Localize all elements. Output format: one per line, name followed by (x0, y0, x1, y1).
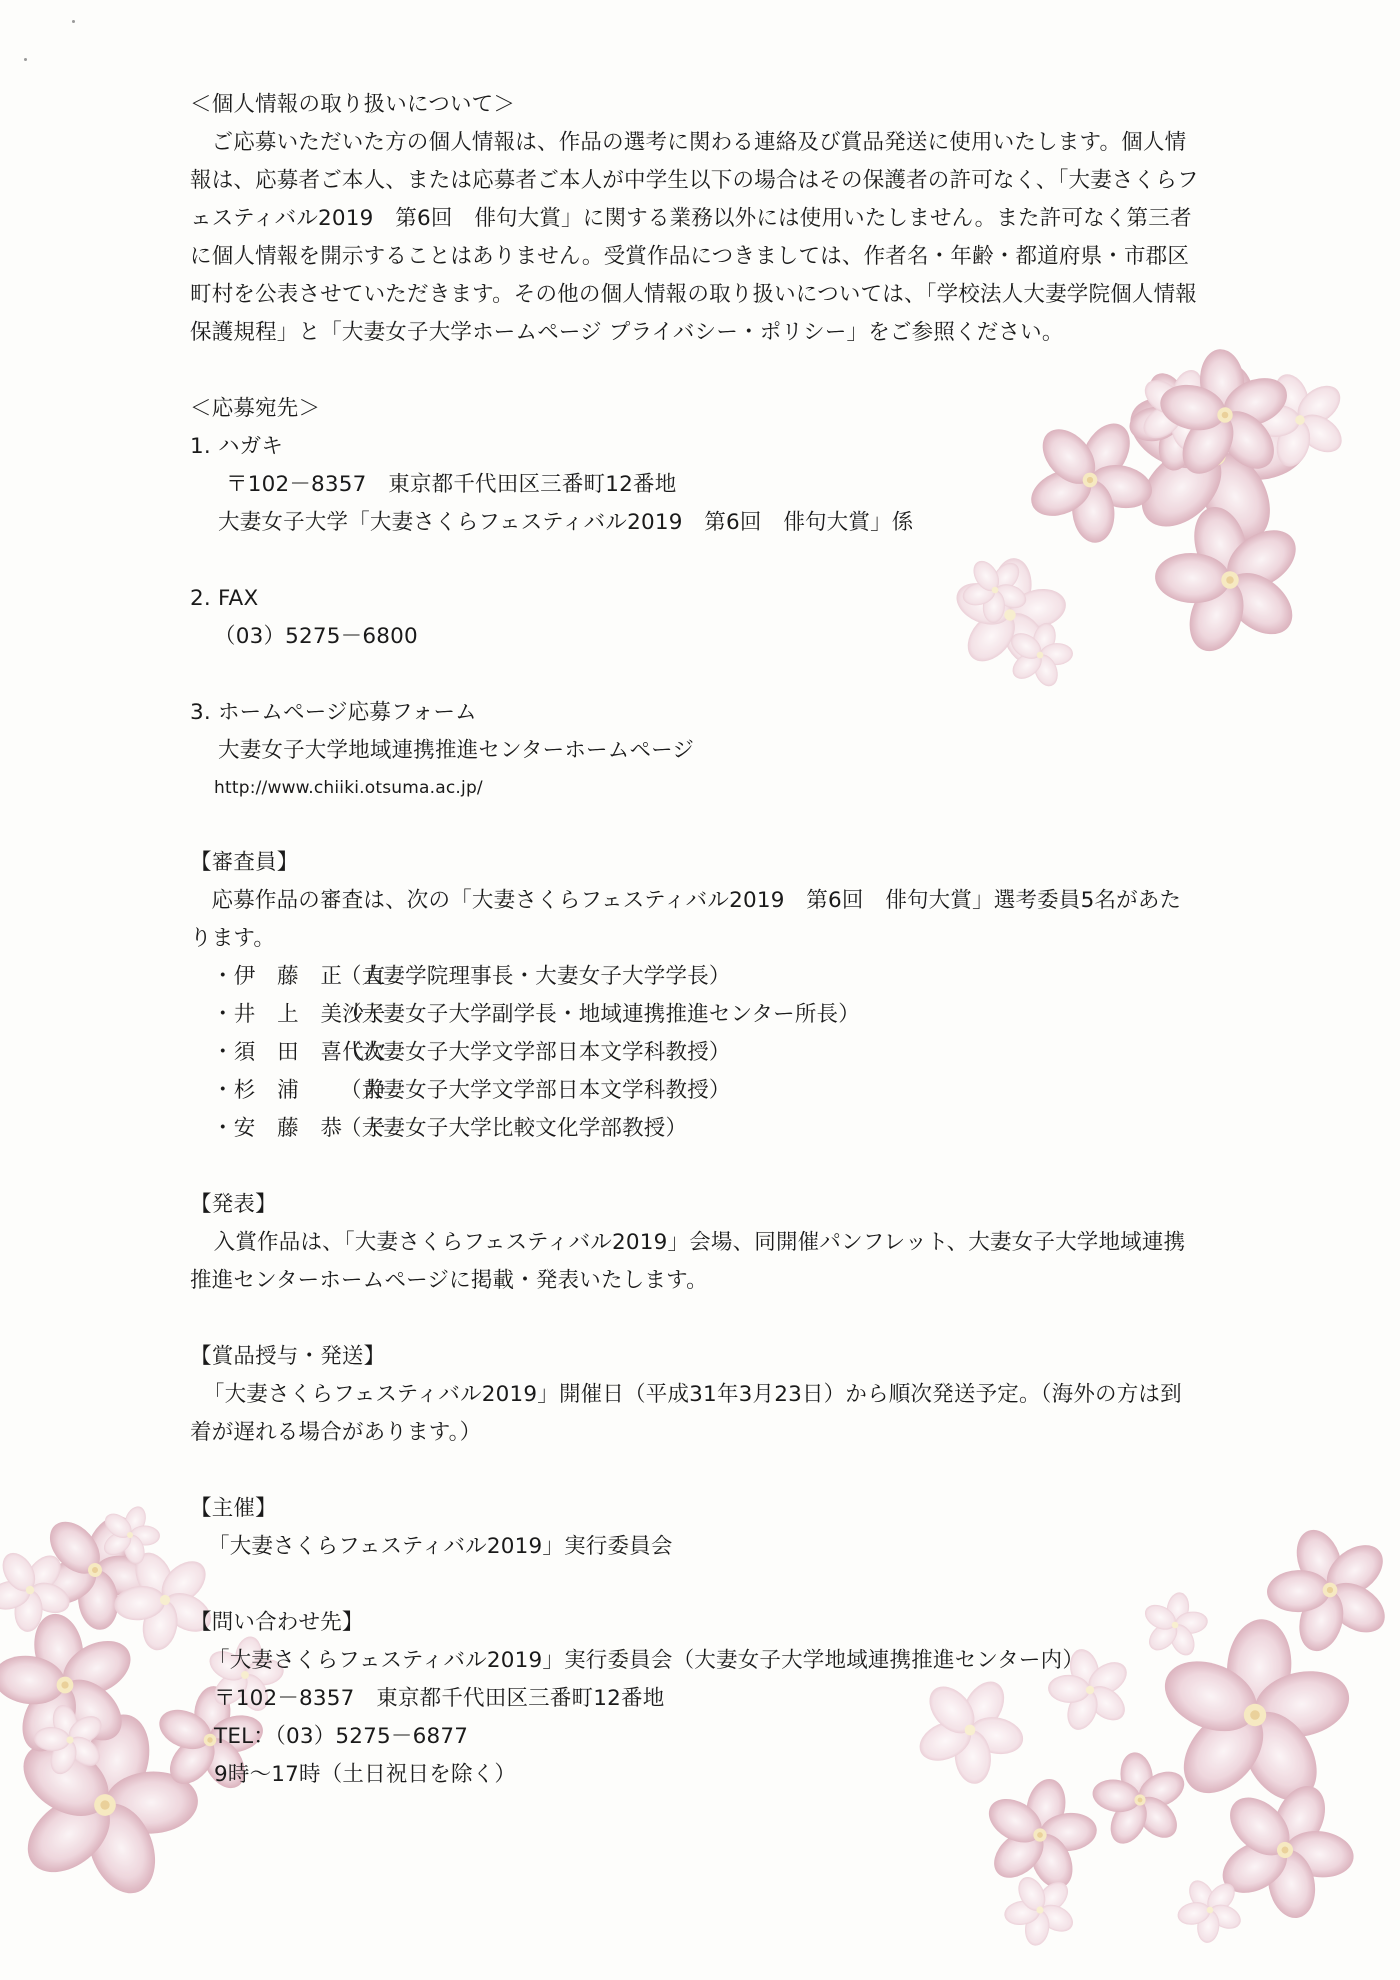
judge-item (190, 1110, 1200, 1148)
privacy-section (190, 86, 1200, 352)
organizer-title: 【主催】 (190, 1496, 277, 1521)
postcard-label: 1. ハガキ (190, 434, 284, 459)
judge-name: ・杉 浦 静 (212, 1078, 386, 1103)
judge-role: （大妻学院理事長・大妻女子大学学長） (340, 964, 731, 989)
fax-number: （03）5275－6800 (214, 624, 418, 649)
contact-org: 「大妻さくらフェスティバル2019」実行委員会（大妻女子大学地域連携推進センター内） (208, 1648, 1085, 1673)
judge-item (190, 958, 1200, 996)
privacy-body: ご応募いただいた方の個人情報は、作品の選考に関わる連絡及び賞品発送に使用いたします。個人情報は、応募者ご本人、または応募者ご本人が中学生以下の場合はその保護者の許可なく、「大妻さくらフェスティバル2019 第6回 俳句大賞」に関する業務以外には使用いたしません。また許可なく第三者に個人情報を開示することはありません。受賞作品につきましては、作者名・年齢・都道府県・市郡区町村を公表させていただきます。その他の個人情報の取り扱いについては、「学校法人大妻学院個人情報保護規程」と「大妻女子大学ホームページ プライバシー・ポリシー」をご参照ください。 (190, 130, 1199, 345)
fax-label: 2. FAX (190, 586, 259, 611)
judge-item (190, 1034, 1200, 1072)
submission-section (190, 390, 1200, 806)
contact-section (190, 1604, 1200, 1794)
announcement-body: 入賞作品は、「大妻さくらフェスティバル2019」会場、同開催パンフレット、大妻女子大学地域連携推進センターホームページに掲載・発表いたします。 (190, 1230, 1186, 1293)
organizer-section (190, 1490, 1200, 1566)
judge-name: ・伊 藤 正 直 (212, 964, 386, 989)
judge-item (190, 1072, 1200, 1110)
announcement-title: 【発表】 (190, 1192, 277, 1217)
judge-role: （大妻女子大学文学部日本文学科教授） (340, 1040, 731, 1065)
prizes-body: 「大妻さくらフェスティバル2019」開催日（平成31年3月23日）から順次発送予定。（海外の方は到着が遅れる場合があります。） (190, 1382, 1182, 1445)
contact-title: 【問い合わせ先】 (190, 1610, 364, 1635)
judges-intro: 応募作品の審査は、次の「大妻さくらフェスティバル2019 第6回 俳句大賞」選考委員5名があたります。 (190, 888, 1182, 951)
judges-title: 【審査員】 (190, 850, 299, 875)
judge-role: （大妻女子大学比較文化学部教授） (340, 1116, 688, 1141)
judge-name: ・井 上 美沙子 (212, 1002, 386, 1027)
judges-section (190, 844, 1200, 1148)
contact-tel: TEL：（03）5275－6877 (214, 1724, 469, 1749)
judge-list (190, 958, 1200, 1148)
judge-role: （大妻女子大学文学部日本文学科教授） (340, 1078, 731, 1103)
contact-hours: 9時～17時（土日祝日を除く） (214, 1762, 517, 1787)
organizer-body: 「大妻さくらフェスティバル2019」実行委員会 (208, 1534, 673, 1559)
web-label: 3. ホームページ応募フォーム (190, 700, 477, 725)
document-body (190, 86, 1200, 1794)
web-site-name: 大妻女子大学地域連携推進センターホームページ (218, 738, 695, 763)
judge-name: ・安 藤 恭 子 (212, 1116, 386, 1141)
prizes-section (190, 1338, 1200, 1452)
judge-name: ・須 田 喜代次 (212, 1040, 386, 1065)
announcement-section (190, 1186, 1200, 1300)
privacy-title: ＜個人情報の取り扱いについて＞ (190, 92, 516, 117)
judge-role: （大妻女子大学副学長・地域連携推進センター所長） (340, 1002, 860, 1027)
postcard-recipient: 大妻女子大学「大妻さくらフェスティバル2019 第6回 俳句大賞」係 (218, 510, 914, 535)
postcard-address: 〒102－8357 東京都千代田区三番町12番地 (226, 472, 677, 497)
prizes-title: 【賞品授与・発送】 (190, 1344, 386, 1369)
contact-address: 〒102－8357 東京都千代田区三番町12番地 (214, 1686, 665, 1711)
web-url[interactable]: http://www.chiiki.otsuma.ac.jp/ (214, 778, 483, 798)
submission-title: ＜応募宛先＞ (190, 396, 321, 421)
judge-item (190, 996, 1200, 1034)
